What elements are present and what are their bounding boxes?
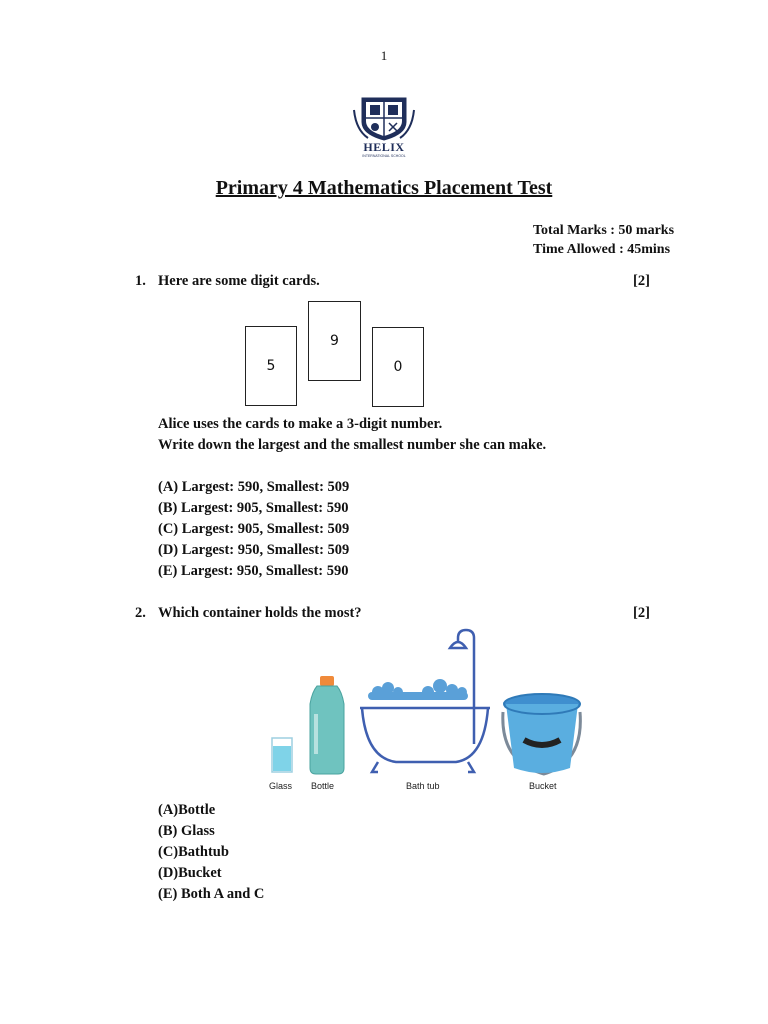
- q1-line2: Write down the largest and the smallest number she can make.: [158, 437, 547, 453]
- q1-option-a: (A) Largest: 590, Smallest: 509: [158, 479, 350, 495]
- label-glass: Glass: [269, 781, 293, 791]
- q2-option-a: (A)Bottle: [158, 802, 216, 818]
- digit-card: 9: [308, 301, 361, 381]
- glass-icon: [272, 738, 292, 772]
- logo-name: HELIX: [363, 140, 405, 154]
- bottle-icon: [310, 676, 344, 774]
- containers-illustration: [248, 622, 588, 798]
- q2-marks: [2]: [633, 605, 650, 621]
- school-logo: [352, 90, 416, 162]
- q1-option-b: (B) Largest: 905, Smallest: 590: [158, 500, 349, 516]
- q1-option-e: (E) Largest: 950, Smallest: 590: [158, 563, 349, 579]
- q2-option-d: (D)Bucket: [158, 865, 222, 881]
- label-bucket: Bucket: [529, 781, 557, 791]
- page-number: 1: [380, 48, 388, 63]
- q2-option-c: (C)Bathtub: [158, 844, 229, 860]
- q2-option-e: (E) Both A and C: [158, 886, 265, 902]
- q2-option-b: (B) Glass: [158, 823, 215, 839]
- q1-text: Here are some digit cards.: [158, 273, 320, 289]
- label-bathtub: Bath tub: [406, 781, 440, 791]
- q1-line1: Alice uses the cards to make a 3-digit number.: [158, 416, 443, 432]
- digit-card: 5: [245, 326, 297, 406]
- q1-option-c: (C) Largest: 905, Smallest: 509: [158, 521, 350, 537]
- logo-subtitle: INTERNATIONAL SCHOOL: [362, 154, 406, 158]
- page-title: Primary 4 Mathematics Placement Test: [215, 177, 553, 199]
- bathtub-icon: [360, 630, 490, 772]
- q1-marks: [2]: [633, 273, 650, 289]
- time-allowed: Time Allowed : 45mins: [533, 242, 671, 257]
- q2-text: Which container holds the most?: [158, 605, 362, 621]
- bucket-icon: [503, 694, 581, 774]
- digit-card: 0: [372, 327, 424, 407]
- bubbles-icon: [368, 679, 468, 700]
- q1-option-d: (D) Largest: 950, Smallest: 509: [158, 542, 350, 558]
- label-bottle: Bottle: [311, 781, 335, 791]
- q1-number: 1.: [135, 273, 146, 289]
- total-marks: Total Marks : 50 marks: [533, 223, 675, 238]
- q2-number: 2.: [135, 605, 146, 621]
